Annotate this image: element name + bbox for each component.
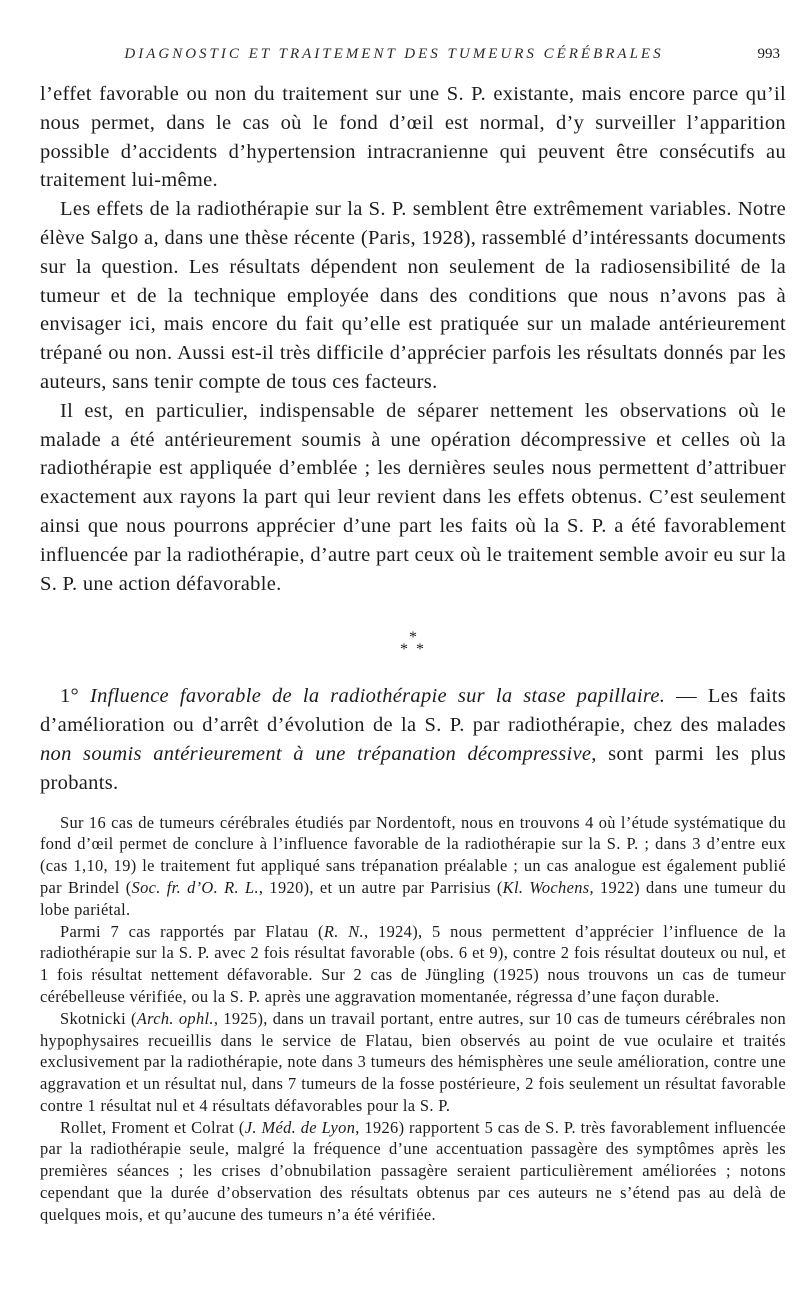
note-text: Sur 16 cas de tumeurs cérébrales étudiés par Nordentoft, nous en trouvons 4 où l’étude systématique du fond d’œil permet de conclure à l’influence favorable de la radiothérapie sur la S. P. ; dans 3 d’entre eux (cas 1,10, 19) le traitement fut appliqué sans trépanation préalable ; un cas analogue est également publié par Brindel ( [40,812,786,897]
page-header [60,42,780,72]
section-separator [40,629,786,659]
note-text: , 1920), et un autre par Parrisius ( [258,877,503,897]
paragraph: l’effet favorable ou non du traitement sur une S. P. existante, mais encore parce qu’il nous permet, dans le cas où le fond d’œil est normal, d’y surveiller l’apparition possible d’accidents d’hypertension intracranienne qui peuvent être consécutifs au traitement lui-même. [40,83,786,192]
section-emphasis: non soumis antérieurement à une trépanation décompressive, [40,742,597,765]
note-paragraph [40,921,786,1008]
section-dash: — [665,685,708,708]
note-text: , 1925), dans un travail portant, entre autres, sur 10 cas de tumeurs cérébrales non hypophysaires recueillis dans le service de Flatau, bien observés au point de vue oculaire et traités exclusivement par la radiothérapie, note dans 3 tumeurs des hémisphères une seule amélioration, contre une aggravation et un résultat nul, dans 7 tumeurs de la fosse postérieure, 2 fois seulement un résultat favorable contre 1 résultat nul et 4 résultats défavorables pour la S. P. [40,1008,786,1115]
section-title: Influence favorable de la radiothérapie sur la stase papillaire. [89,685,666,708]
note-paragraph [40,1117,786,1226]
note-text: 1922) dans une tumeur du lobe pariétal. [40,877,787,919]
section-paragraph [40,682,786,797]
note-citation: Soc. fr. d’O. R. L. [131,877,259,897]
note-text: , 1926) rapportent 5 cas de S. P. très favorablement influencée par la radiothérapie seule, malgré la fréquence d’une accentuation passagère des symptômes après les premières séances ; les crises d’obnubilation passagère seraient particulièrement améliorées ; notons cependant que la durée d’observation des résultats obtenus par ces auteurs ne s’étend pas au delà de quelques mois, et qu’aucune des tumeurs n’a été vérifiée. [40,1117,786,1224]
running-title: DIAGNOSTIC ET TRAITEMENT DES TUMEURS CÉRÉBRALES [124,46,664,62]
separator-star-top: * [409,629,417,647]
note-text: Skotnicki ( [60,1008,137,1028]
note-citation: R. N. [323,921,364,941]
note-text: Parmi 7 cas rapportés par Flatau ( [60,921,324,941]
note-citation: Arch. ophl. [136,1008,214,1028]
section-text-a: Les faits d’amélioration ou d’arrêt d’évolution de la S. P. par radiothérapie, chez des malades [40,685,787,737]
note-text: Rollet, Froment et Colrat ( [60,1117,245,1137]
paragraph: Il est, en particulier, indispensable de séparer nettement les observations où le malade a été antérieurement soumis à une opération décompressive et celles où la radiothérapie est appliquée d’emblée ; les dernières seules nous permettent d’attribuer exactement aux rayons la part qui leur revient dans les effets obtenus. C’est seulement ainsi que nous pourrons apprécier d’une part les faits où la S. P. a été favorablement influencée par la radiothérapie, d’autre part ceux où le traitement semble avoir eu sur la S. P. une action défavorable. [40,399,786,595]
note-paragraph [40,812,786,921]
paragraph: Les effets de la radiothérapie sur la S. P. semblent être extrêmement variables. Notre élève Salgo a, dans une thèse récente (Paris, 1928), rassemblé d’intéressants documents sur la question. Les résultats dépendent non seulement de la radiosensibilité de la tumeur et de la technique employée dans des conditions que nous n’avons pas à envisager ici, mais encore du fait qu’elle est pratiquée sur un malade antérieurement trépané ou non. Aussi est-il très difficile d’apprécier parfois les résultats donnés par les auteurs, sans tenir compte de tous ces facteurs. [40,198,786,393]
note-text: , 1924), 5 nous permettent d’apprécier l’influence de la radiothérapie sur la S. P. avec 2 fois résultat favorable (obs. 6 et 9), contre 2 fois résultat douteux ou nul, et 1 fois résultat nettement défavorable. Sur 2 cas de Jüngling (1925) nous trouvons un cas de tumeur cérébelleuse vérifiée, ou la S. P. après une aggravation momentanée, régressa d’une façon durable. [40,921,786,1006]
page-number: 993 [757,46,780,62]
note-paragraph [40,1008,786,1117]
separator-stars-bottom: * * [400,641,426,659]
section-text-b: sont parmi les plus probants. [40,742,787,794]
section-number: 1° [60,685,80,708]
note-citation: Kl. Wochens, [502,877,594,897]
note-citation: J. Méd. de Lyon [244,1117,356,1137]
page-body [40,80,786,1226]
